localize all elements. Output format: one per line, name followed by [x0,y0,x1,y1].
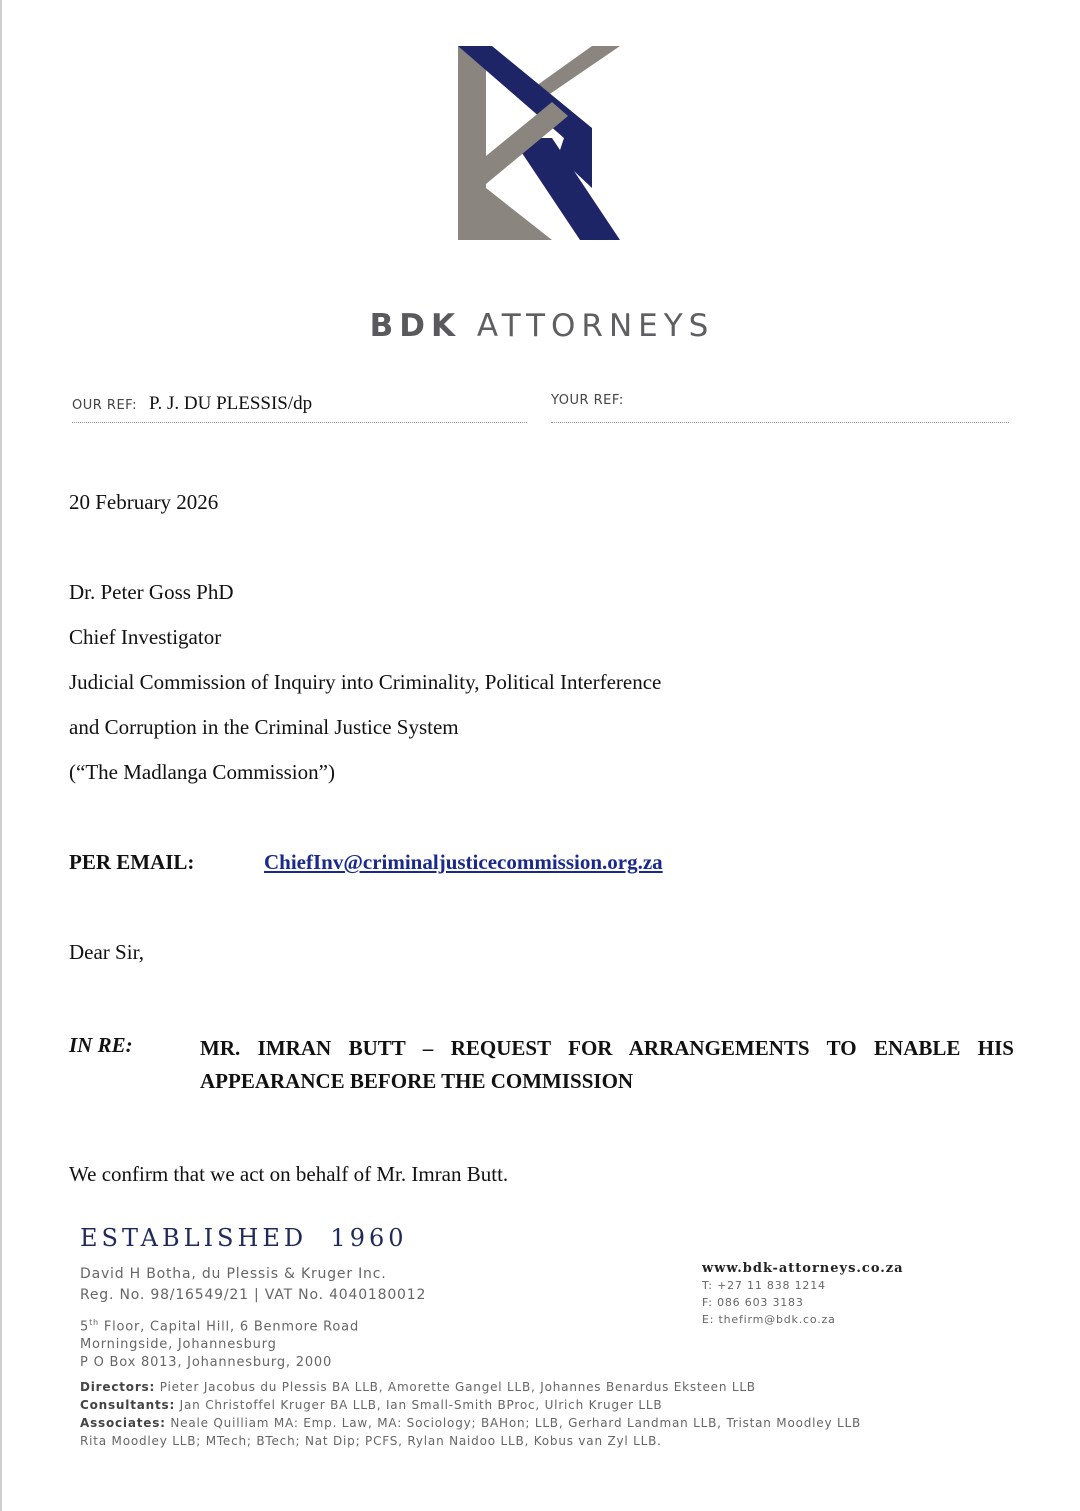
your-ref-line [551,422,1009,423]
firm-name: BDK ATTORNEYS [369,308,715,344]
recipient-name: Dr. Peter Goss PhD [69,580,234,604]
recipient-title: Chief Investigator [69,625,222,649]
inre-label: IN RE: [69,1033,133,1057]
bdk-monogram-icon [452,38,627,248]
address-line1: 5th Floor, Capital Hill, 6 Benmore Road [80,1318,360,1335]
company-address [80,1314,359,1372]
associates-line: Associates: Neale Quilliam MA: Emp. Law, MA: Sociology; BAHon; LLB, Gerhard Landman LLB, Tristan Moodley LLB [80,1416,862,1430]
associates-line-cont: Rita Moodley LLB; MTech; BTech; Nat Dip; PCFS, Rylan Naidoo LLB, Kobus van Zyl LLB. [80,1434,662,1448]
body-first-sentence: We confirm that we act on behalf of Mr. Imran Butt. [69,1162,509,1186]
recipient-email-link[interactable]: ChiefInv@criminaljusticecommission.org.za [264,850,663,874]
telephone: T: +27 11 838 1214 [702,1279,826,1292]
company-name: David H Botha, du Plessis & Kruger Inc. [80,1266,387,1282]
recipient-org-line3: (“The Madlanga Commission”) [69,760,335,784]
per-email-label: PER EMAIL: [69,850,195,874]
our-ref-line [72,422,527,423]
letter-date: 20 February 2026 [69,490,219,514]
firm-people [80,1378,861,1450]
contact-details [702,1260,904,1328]
company-details [80,1264,426,1306]
website-link[interactable]: www.bdk-attorneys.co.za [702,1261,904,1276]
your-ref-label: YOUR REF: [551,393,624,408]
address-line3: P O Box 8013, Johannesburg, 2000 [80,1355,333,1371]
our-ref [72,393,312,415]
recipient-org-line2: and Corruption in the Criminal Justice System [69,715,459,739]
address-line2: Morningside, Johannesburg [80,1337,277,1353]
subject-line: MR. IMRAN BUTT – REQUEST FOR ARRANGEMENTS TO ENABLE HIS APPEARANCE BEFORE THE COMMISSION [200,1036,1014,1093]
consultants-line: Consultants: Jan Christoffel Kruger BA LLB, Ian Small-Smith BProc, Ulrich Kruger LLB [80,1398,663,1412]
recipient-org-line1: Judicial Commission of Inquiry into Criminality, Political Interference [69,670,662,694]
company-reg: Reg. No. 98/16549/21 | VAT No. 4040180012 [80,1287,427,1303]
established-year: ESTABLISHED 1960 [80,1224,408,1252]
fax: F: 086 603 3183 [702,1296,804,1309]
directors-line: Directors: Pieter Jacobus du Plessis BA LLB, Amorette Gangel LLB, Johannes Benardus Eksteen LLB [80,1380,756,1394]
our-ref-label: OUR REF: [72,398,138,413]
salutation: Dear Sir, [69,940,144,964]
our-ref-value: P. J. DU PLESSIS/dp [149,393,313,414]
firm-email: E: thefirm@bdk.co.za [702,1313,836,1326]
your-ref [551,393,624,408]
